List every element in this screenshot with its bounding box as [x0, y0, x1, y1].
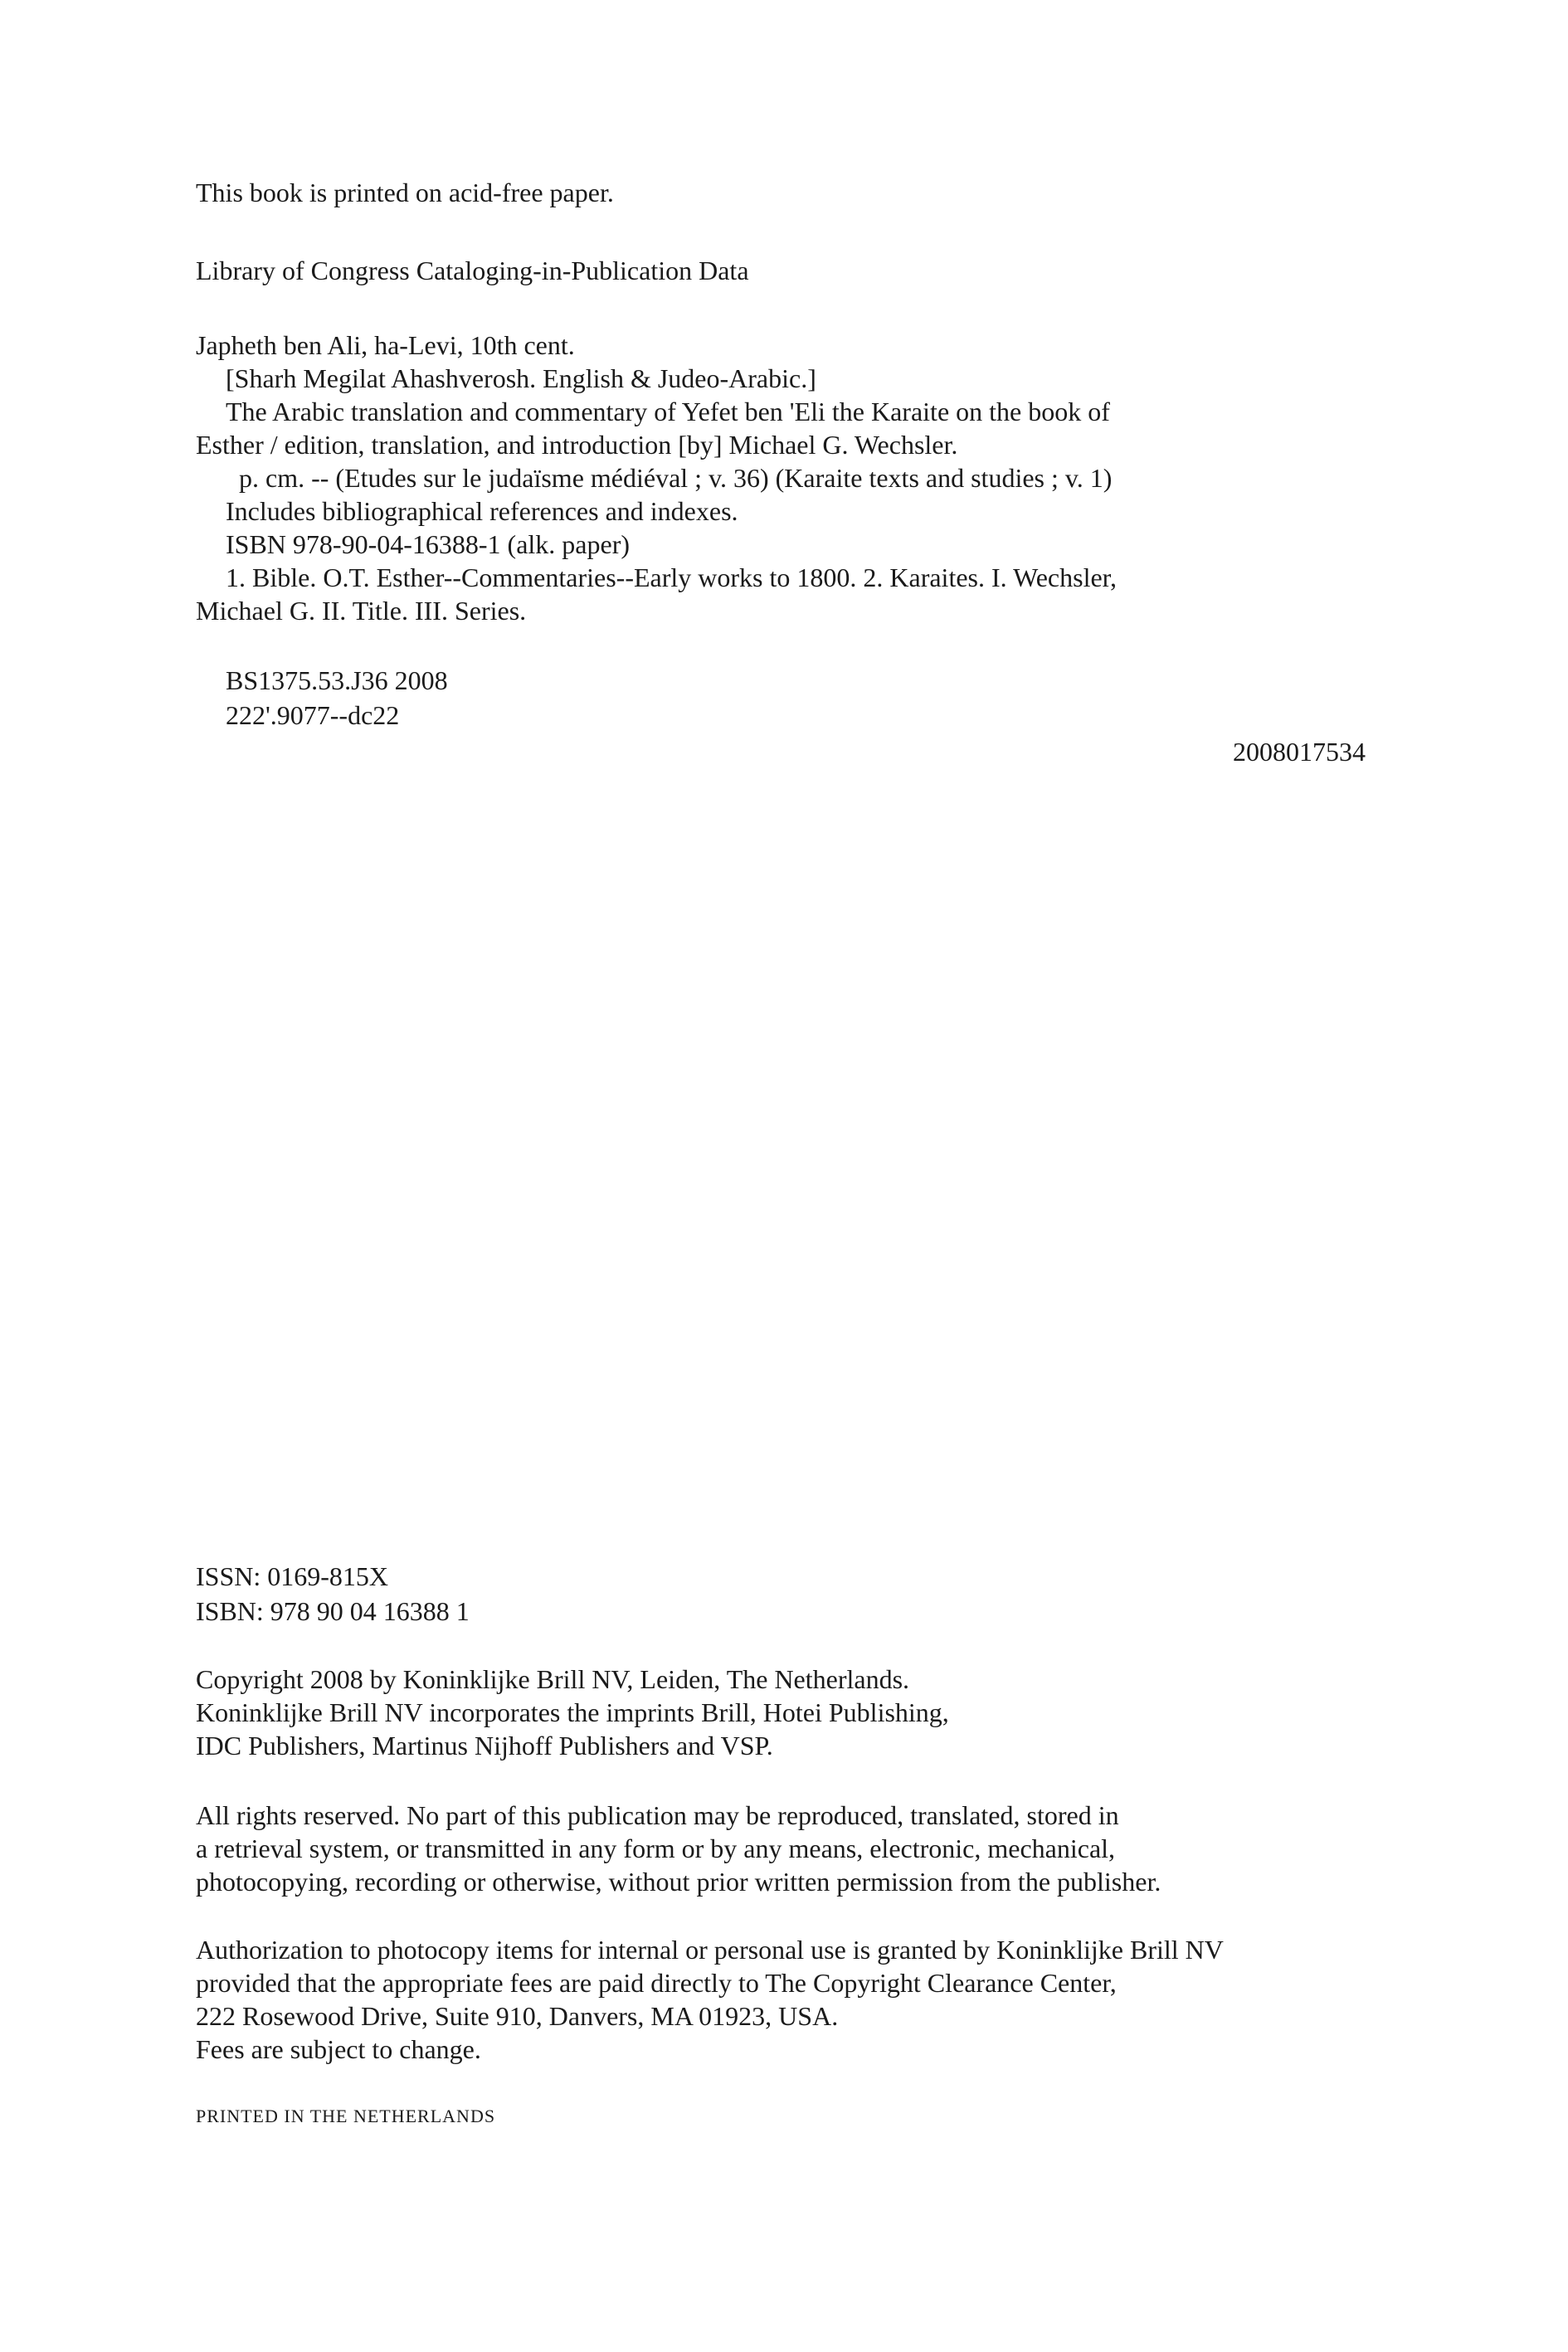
isbn: ISBN: 978 90 04 16388 1 — [196, 1596, 470, 1626]
cip-subjects-line-2: Michael G. II. Title. III. Series. — [196, 596, 527, 626]
authorization-line-4: Fees are subject to change. — [196, 2034, 481, 2064]
rights-line-2: a retrieval system, or transmitted in any form or by any means, electronic, mechanical, — [196, 1833, 1116, 1863]
rights-line-3: photocopying, recording or otherwise, without prior written permission from the publisher. — [196, 1867, 1161, 1897]
cip-physical-description: p. cm. -- (Etudes sur le judaïsme médiéval ; v. 36) (Karaite texts and studies ; v. 1) — [239, 463, 1113, 493]
copyright-line-3: IDC Publishers, Martinus Nijhoff Publishers and VSP. — [196, 1731, 773, 1760]
copyright-line-1: Copyright 2008 by Koninklijke Brill NV, Leiden, The Netherlands. — [196, 1664, 910, 1694]
rights-line-1: All rights reserved. No part of this publication may be reproduced, translated, stored in — [196, 1800, 1119, 1830]
cip-heading: Library of Congress Cataloging-in-Publication Data — [196, 256, 749, 285]
cip-uniform-title: [Sharh Megilat Ahashverosh. English & Judeo-Arabic.] — [226, 363, 816, 393]
cip-lccn: 2008017534 — [1233, 737, 1366, 767]
cip-title-line-2: Esther / edition, translation, and introduction [by] Michael G. Wechsler. — [196, 430, 958, 460]
copyright-line-2: Koninklijke Brill NV incorporates the imprints Brill, Hotei Publishing, — [196, 1697, 949, 1727]
authorization-line-3: 222 Rosewood Drive, Suite 910, Danvers, MA 01923, USA. — [196, 2001, 839, 2031]
cip-title-line-1: The Arabic translation and commentary of Yefet ben 'Eli the Karaite on the book of — [226, 397, 1110, 426]
cip-notes: Includes bibliographical references and indexes. — [226, 496, 738, 526]
authorization-line-1: Authorization to photocopy items for internal or personal use is granted by Koninklijke Brill NV — [196, 1935, 1224, 1965]
printed-in: PRINTED IN THE NETHERLANDS — [196, 2106, 496, 2126]
cip-isbn: ISBN 978-90-04-16388-1 (alk. paper) — [226, 529, 630, 559]
authorization-line-2: provided that the appropriate fees are paid directly to The Copyright Clearance Center, — [196, 1968, 1117, 1998]
acid-free-note: This book is printed on acid-free paper. — [196, 178, 614, 207]
cip-dewey: 222'.9077--dc22 — [226, 700, 400, 730]
issn: ISSN: 0169-815X — [196, 1561, 389, 1591]
cip-subjects-line-1: 1. Bible. O.T. Esther--Commentaries--Early works to 1800. 2. Karaites. I. Wechsler, — [226, 562, 1118, 592]
cip-author: Japheth ben Ali, ha-Levi, 10th cent. — [196, 330, 575, 360]
cip-lc-class: BS1375.53.J36 2008 — [226, 665, 448, 695]
